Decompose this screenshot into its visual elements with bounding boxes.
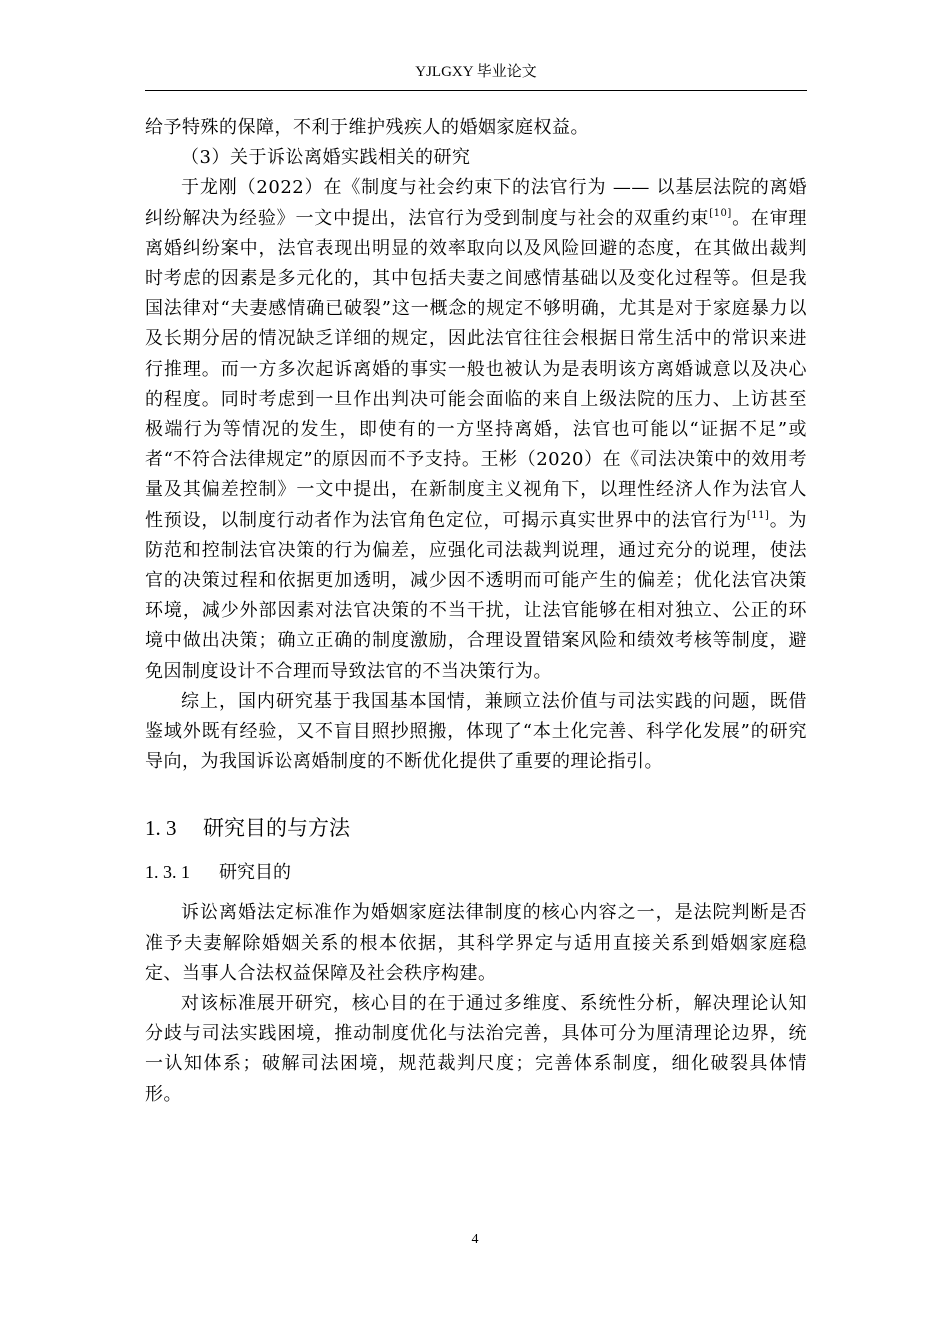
subsection-number: 1. 3. 1 <box>145 862 190 883</box>
page-body <box>145 113 807 1110</box>
paragraph-text: 。在审理离婚纠纷案中，法官表现出明显的效率取向以及风险回避的态度，在其做出裁判时考虑的因素是多元化的，其中包括夫妻之间感情基础以及变化过程等。但是我国法律对“夫妻感情确已破裂”这一概念的规定不够明确，尤其是对于家庭暴力以及长期分居的情况缺乏详细的规定，因此法官往往会根据日常生活中的常识来进行推理。而一方多次起诉离婚的事实一般也被认为是表明该方离婚诚意以及决心的程度。同时考虑到一旦作出判决可能会面临的来自上级法院的压力、上访甚至极端行为等情况的发生，即使有的一方坚持离婚，法官也可能以“证据不足”或者“不符合法律规定”的原因而不予支持。王彬（2020）在《司法决策中的效用考量及其偏差控制》一文中提出，在新制度主义视角下，以理性经济人作为法官人性预设，以制度行动者作为法官角色定位，可揭示真实世界中的法官行为 <box>145 207 807 531</box>
paragraph-purpose-2: 对该标准展开研究，核心目的在于通过多维度、系统性分析，解决理论认知分歧与司法实践困境，推动制度优化与法治完善，具体可分为厘清理论边界，统一认知体系；破解司法困境，规范裁判尺度；完善体系制度，细化破裂具体情形。 <box>145 993 807 1105</box>
paragraph-summary: 综上，国内研究基于我国基本国情，兼顾立法价值与司法实践的问题，既借鉴域外既有经验，又不盲目照抄照搬，体现了“本土化完善、科学化发展”的研究导向，为我国诉讼离婚制度的不断优化提供了重要的理论指引。 <box>145 690 807 773</box>
running-header <box>145 58 807 91</box>
paragraph-continuation: 给予特殊的保障，不利于维护残疾人的婚姻家庭权益。 <box>145 117 589 138</box>
citation-ref: [10] <box>709 207 732 219</box>
section-number: 1. 3 <box>145 816 177 841</box>
paragraph-text: 于龙刚（2022）在《制度与社会约束下的法官行为 —— 以基层法院的离婚纠纷解决为经验》一文中提出，法官行为受到制度与社会的双重约束 <box>145 177 807 229</box>
subsection-title: 研究目的 <box>219 862 291 884</box>
paragraph-purpose-1: 诉讼离婚法定标准作为婚姻家庭法律制度的核心内容之一，是法院判断是否准予夫妻解除婚姻关系的根本依据，其科学界定与适用直接关系到婚姻家庭稳定、当事人合法权益保障及社会秩序构建。 <box>145 902 807 984</box>
page-number: 4 <box>471 1232 479 1247</box>
citation-ref: [11] <box>746 509 770 521</box>
header-title: YJLGXY 毕业论文 <box>415 64 537 80</box>
paragraph-text: 。为防范和控制法官决策的行为偏差，应强化司法裁判说理，通过充分的说理，使法官的决策过程和依据更加透明，减少因不透明而可能产生的偏差；优化法官决策环境，减少外部因素对法官决策的不当干扰，让法官能够在相对独立、公正的环境中做出决策；确立正确的制度激励，合理设置错案风险和绩效考核等制度，避免因制度设计不合理而导致法官的不当决策行为。 <box>145 509 808 682</box>
section-heading <box>145 813 807 843</box>
paragraph-litigation-research <box>145 173 807 686</box>
list-item-heading: （3）关于诉讼离婚实践相关的研究 <box>181 147 471 169</box>
section-title: 研究目的与方法 <box>203 816 350 841</box>
subsection-heading <box>145 857 807 888</box>
